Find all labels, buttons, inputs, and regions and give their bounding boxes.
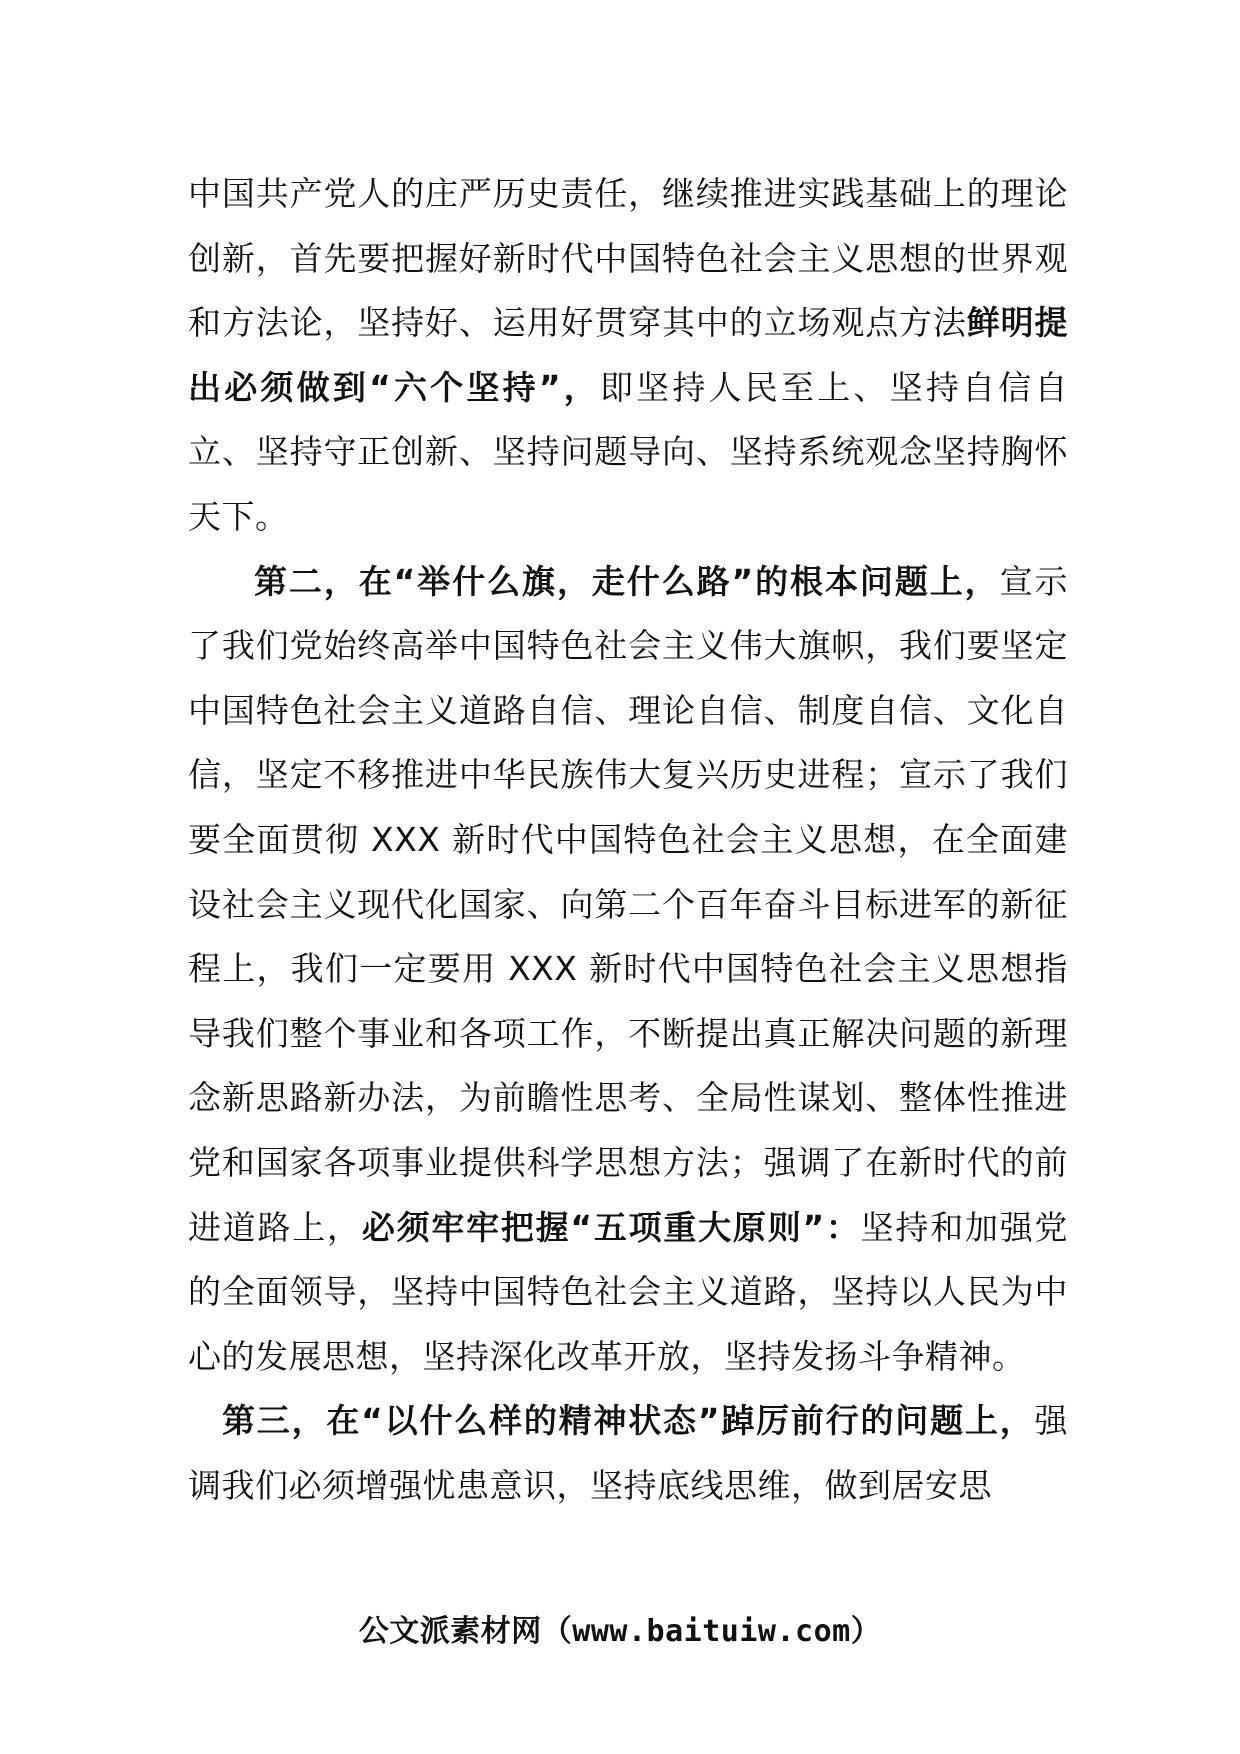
paragraph-continuation — [188, 162, 1068, 550]
bold-text-run: 鲜明提出必须做到“六个坚持”， — [188, 303, 1069, 407]
bold-text-run: 第三，在“以什么样的精神状态”踔厉前行的问题上， — [222, 1401, 1035, 1441]
document-body — [188, 162, 1068, 1518]
bold-text-run: 必须牢牢把握“五项重大原则”： — [361, 1207, 861, 1247]
text-run: 强调我们必须增强忧患意识，坚持底线思维，做到居安思 — [188, 1401, 1068, 1505]
paragraph-third-point — [188, 1389, 1068, 1518]
bold-text-run: 第二，在“举什么旗，走什么路”的根本问题上， — [254, 561, 1000, 601]
footer-label: 公文派素材网 — [358, 1614, 542, 1649]
text-run: 中国共产党人的庄严历史责任，继续推进实践基础上的理论创新，首先要把握好新时代中国特色社会主义思想的世界观和方法论，坚持好、运用好贯穿其中的立场观点方法 — [188, 174, 1068, 343]
footer-url: （www.baituiw.com） — [541, 1614, 882, 1649]
footer-source — [0, 1606, 1240, 1650]
text-run: 即坚持人民至上、坚持自信自立、坚持守正创新、坚持问题导向、坚持系统观念坚持胸怀天下。 — [188, 367, 1068, 536]
text-run: 宣示了我们党始终高举中国特色社会主义伟大旗帜，我们要坚定中国特色社会主义道路自信、理论自信、制度自信、文化自信，坚定不移推进中华民族伟大复兴历史进程；宣示了我们要全面贯彻 XXX 新时代中国特色社会主义思想，在全面建设社会主义现代化国家、向第二个百年奋斗目标进军的新征程上，我们一定要用 XXX 新时代中国特色社会主义思想指导我们整个事业和各项工作，不断提出真正解决问题的新理念新思路新办法，为前瞻性思考、全局性谋划、整体性推进党和国家各项事业提供科学思想方法；强调了在新时代的前进道路上， — [188, 561, 1068, 1247]
paragraph-second-point — [188, 550, 1068, 1390]
text-run: 坚持和加强党的全面领导，坚持中国特色社会主义道路，坚持以人民为中心的发展思想，坚持深化改革开放，坚持发扬斗争精神。 — [188, 1207, 1068, 1376]
